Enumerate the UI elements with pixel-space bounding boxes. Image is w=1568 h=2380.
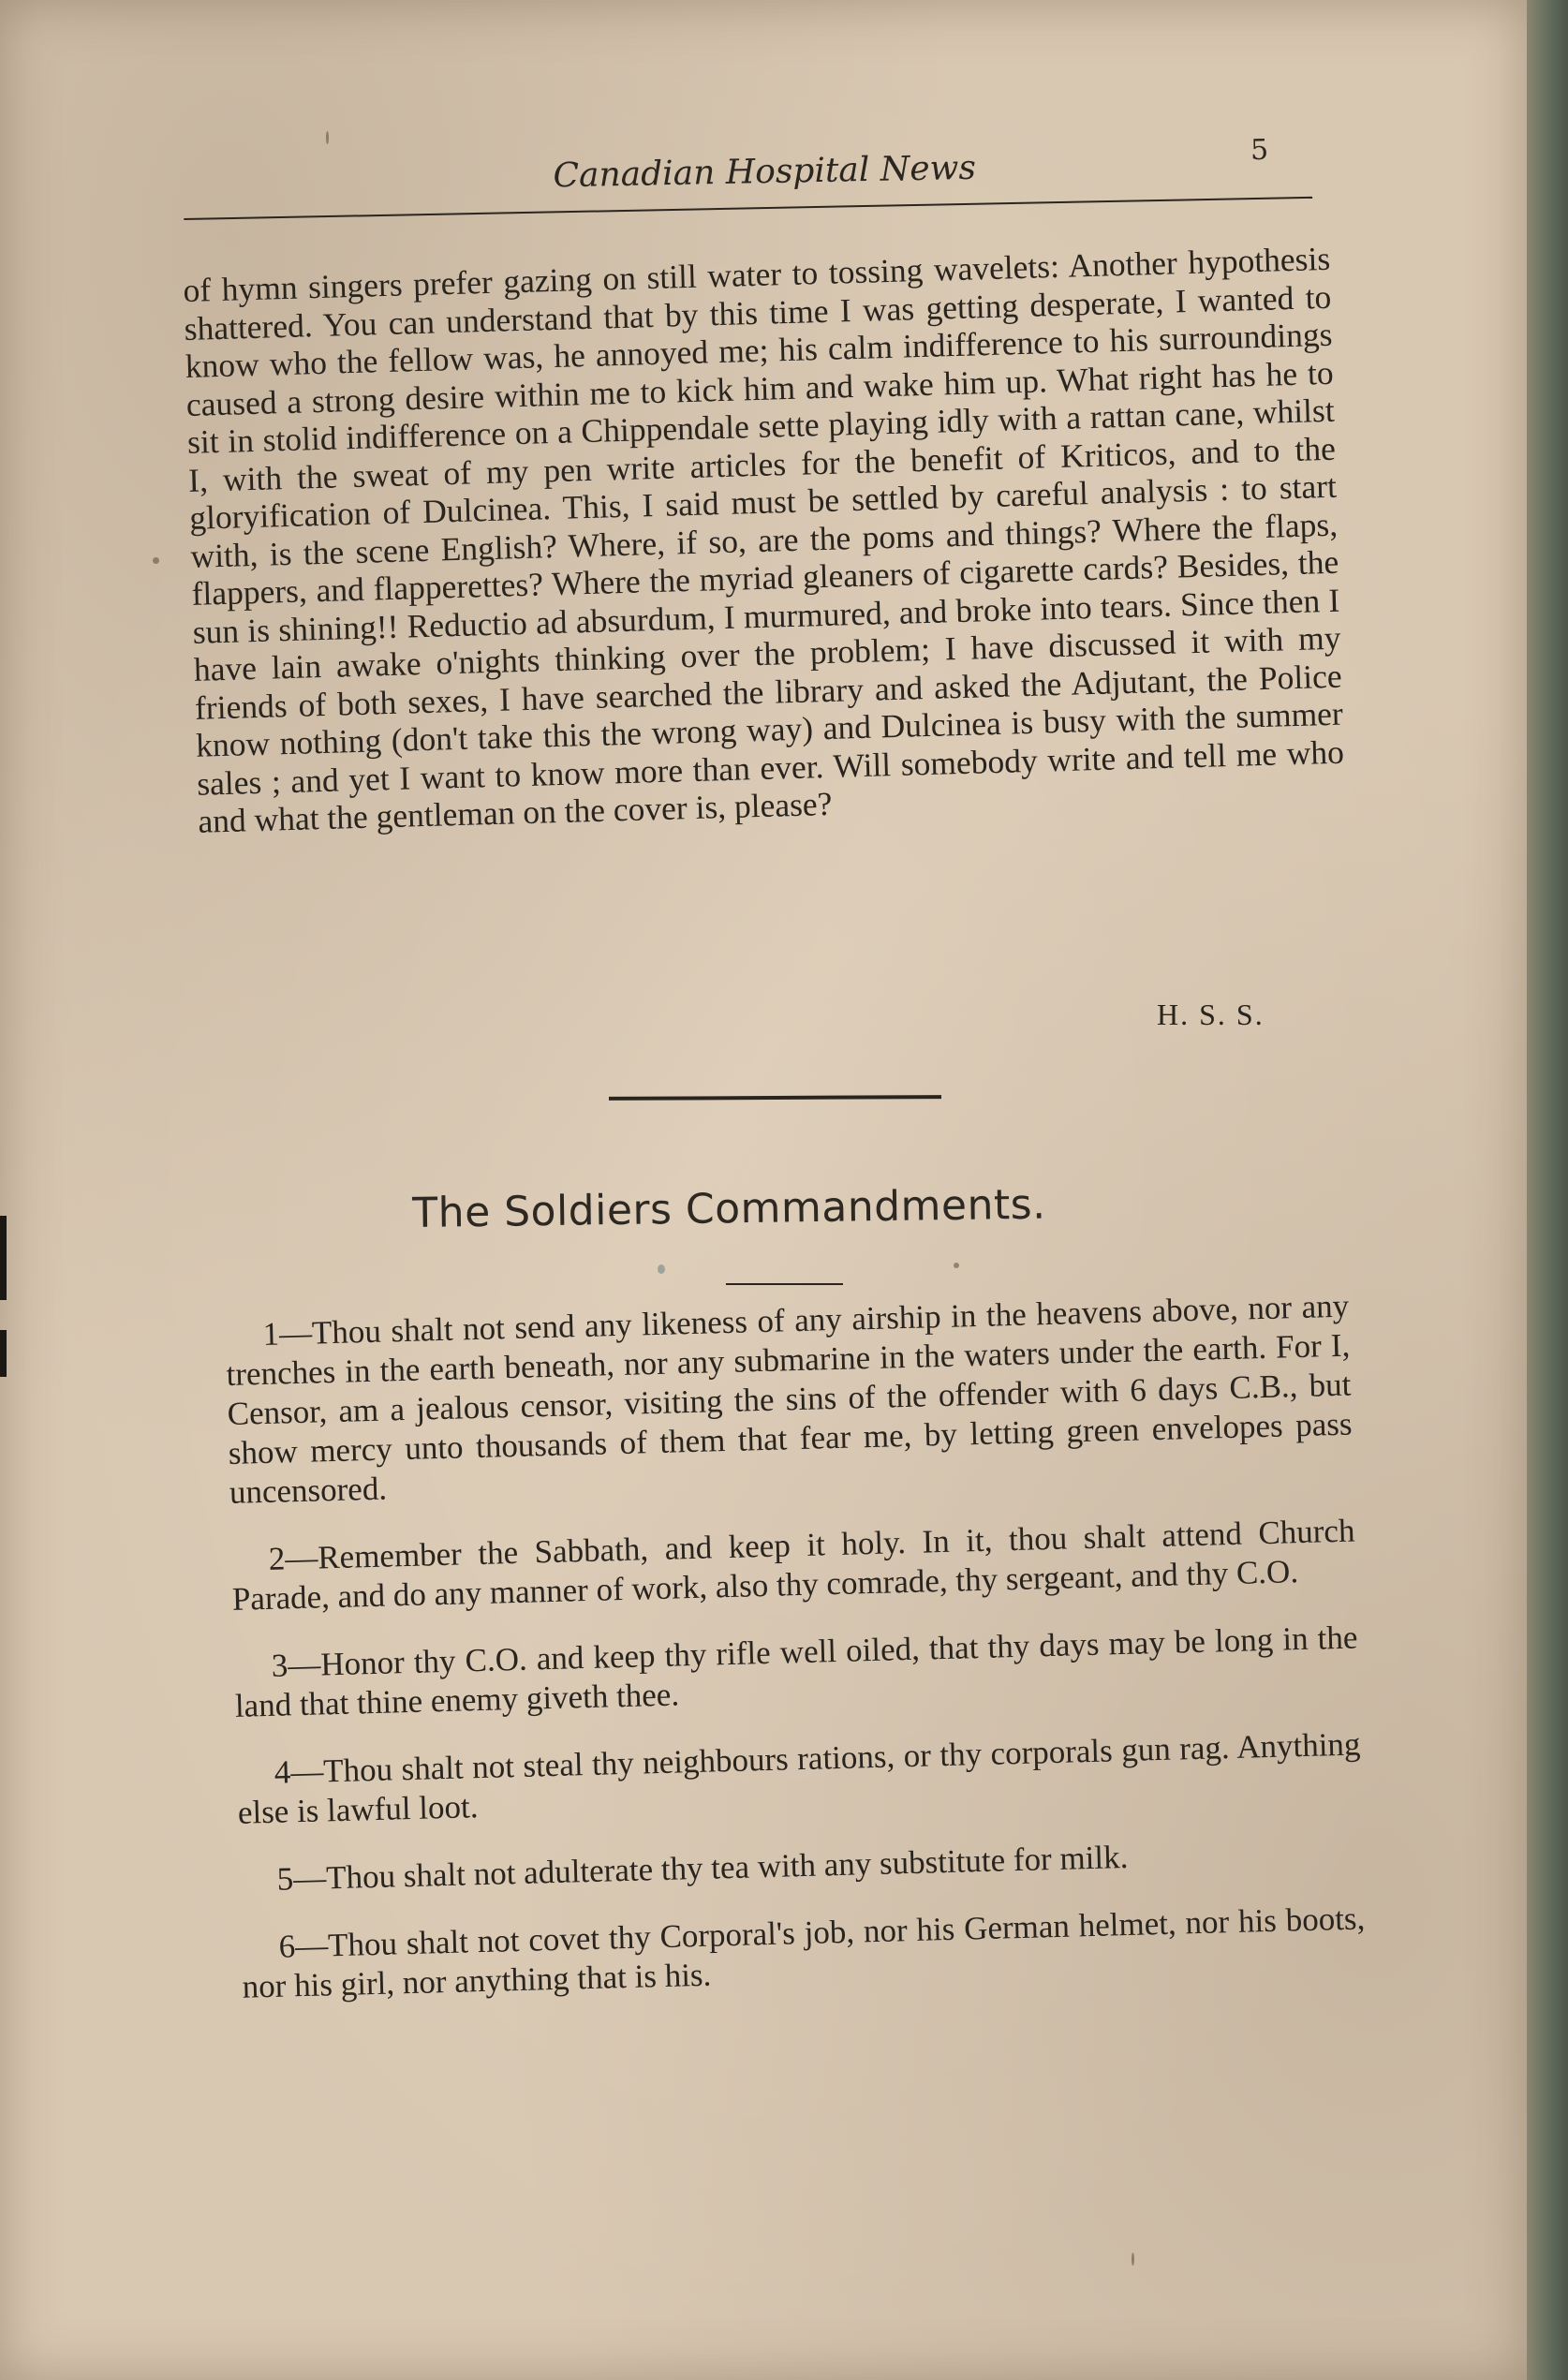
author-signature: H. S. S.	[1157, 998, 1265, 1031]
commandment-item: 3—Honor thy C.O. and keep thy rifle well oiled, that thy days may be long in the land that thine enemy giveth thee.	[234, 1619, 1358, 1724]
commandment-item: 6—Thou shalt not covet thy Corporal's job, nor his German helmet, nor his boots, nor his girl, nor anything that is his.	[242, 1900, 1366, 2005]
commandment-item: 1—Thou shalt not send any likeness of any airship in the heavens above, nor any trenches in the earth beneath, nor any submarine in the waters under the earth. For I, Censor, am a jealous censor, visiting the sins of the offender with 6 days C.B., but show mercy unto thousands of them that fear me, by letting green envelopes pass uncensored.	[226, 1287, 1353, 1511]
paper-speck	[954, 1263, 959, 1268]
margin-mark	[0, 1216, 7, 1300]
section-title: The Soldiers Commandments.	[412, 1180, 1046, 1237]
page-number: 5	[1250, 133, 1269, 168]
margin-mark	[0, 1330, 7, 1377]
section-divider	[609, 1095, 941, 1101]
paper-speck	[153, 557, 159, 564]
commandment-item: 4—Thou shalt not steal thy neighbours rations, or thy corporals gun rag. Anything else is lawful loot.	[237, 1725, 1361, 1831]
paper-speck	[658, 1264, 665, 1274]
binding-edge	[1527, 0, 1568, 2380]
title-underline	[726, 1283, 843, 1285]
paper-speck	[326, 131, 329, 144]
page-header	[183, 133, 1313, 248]
running-title: Canadian Hospital News	[553, 148, 977, 196]
paper-speck	[1132, 2253, 1134, 2266]
article-continuation: of hymn singers prefer gazing on still water to tossing wavelets: Another hypothesis shattered. You can understand that by this time I was getting desperate, I wanted to know who the fellow was, he annoyed me; his calm indifference to his surroundings caused a strong desire within me to kick him and wake him up. What right has he to sit in stolid indifference on a Chippendale sette playing idly with a rattan cane, whilst I, with the sweat of my pen write articles for the benefit of Kriticos, and to the gloryification of Dulcinea. This, I said must be settled by careful analysis : to start with, is the scene English? Where, if so, are the poms and things? Where the flaps, flappers, and flapperettes? Where the myriad gleaners of cigarette cards? Besides, the sun is shining!! Reductio ad absurdum, I murmured, and broke into tears. Since then I have lain awake o'nights thinking over the problem; I have discussed it with my friends of both sexes, I have searched the library and asked the Adjutant, the Police know nothing (don't take this the wrong way) and Dulcinea is busy with the summer sales ; and yet I want to know more than ever. Will somebody write and tell me who and what the gentleman on the cover is, please?	[183, 239, 1345, 840]
commandment-item: 2—Remember the Sabbath, and keep it holy. In it, thou shalt attend Church Parade, and do any manner of work, also thy comrade, thy sergeant, and thy C.O.	[231, 1512, 1355, 1618]
commandments-list	[225, 1287, 1368, 2035]
header-rule	[184, 197, 1312, 220]
commandment-item: 5—Thou shalt not adulterate thy tea with any substitute for milk.	[276, 1838, 1129, 1898]
